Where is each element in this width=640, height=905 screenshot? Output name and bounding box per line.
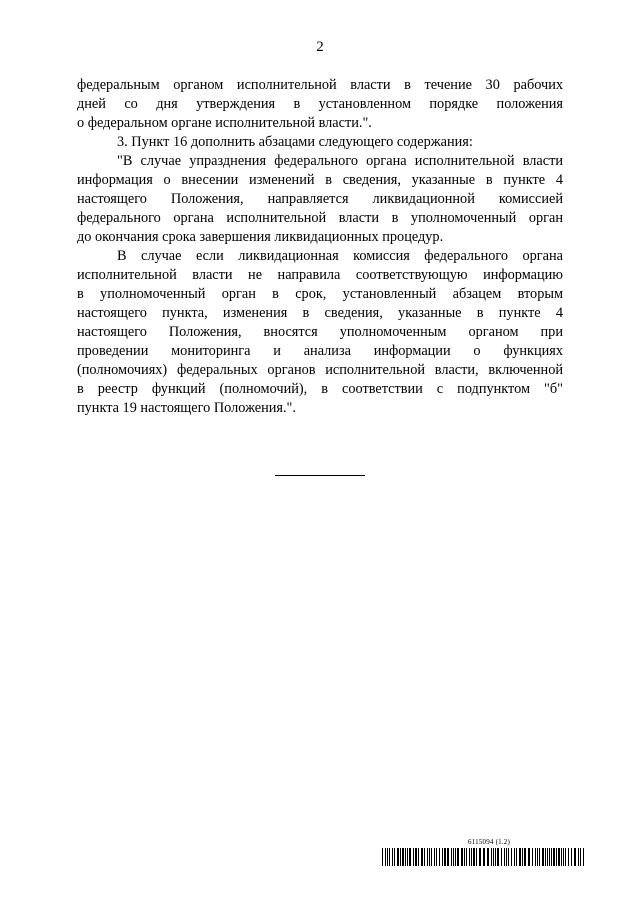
page-number: 2 (316, 39, 324, 55)
text-line: исполнительной власти не направила соответствующую информацию (77, 267, 563, 283)
body-lines (77, 76, 563, 418)
text-line: (полномочиях) федеральных органов исполнительной власти, включенной (77, 362, 563, 378)
text-line: о федеральном органе исполнительной власти.". (77, 115, 372, 131)
text-line: дней со дня утверждения в установленном порядке положения (77, 96, 563, 112)
text-line: информация о внесении изменений в сведения, указанные в пункте 4 (77, 172, 563, 188)
text-line: проведении мониторинга и анализа информации о функциях (77, 343, 563, 359)
text-line: в уполномоченный орган в срок, установленный абзацем вторым (77, 286, 563, 302)
text-line: 3. Пункт 16 дополнить абзацами следующего содержания: (117, 134, 473, 150)
text-line: в реестр функций (полномочий), в соответствии с подпунктом "б" (77, 381, 563, 397)
text-line: настоящего Положения, направляется ликвидационной комиссией (77, 191, 563, 207)
text-line: пункта 19 настоящего Положения.". (77, 400, 296, 416)
text-line: федеральным органом исполнительной власти в течение 30 рабочих (77, 77, 563, 93)
text-line: федерального органа исполнительной власти в уполномоченный орган (77, 210, 563, 226)
text-line: "В случае упразднения федерального органа исполнительной власти (117, 153, 563, 169)
barcode-icon (382, 848, 584, 866)
text-line: настоящего пункта, изменения в сведения, указанные в пункте 4 (77, 305, 563, 321)
text-line: настоящего Положения, вносятся уполномоченным органом при (77, 324, 563, 340)
text-line: В случае если ликвидационная комиссия федерального органа (117, 248, 563, 264)
text-line: до окончания срока завершения ликвидационных процедур. (77, 229, 444, 245)
end-separator-line (275, 475, 365, 476)
document-code: 6115094 (1.2) (468, 838, 511, 846)
document-body (77, 76, 563, 418)
